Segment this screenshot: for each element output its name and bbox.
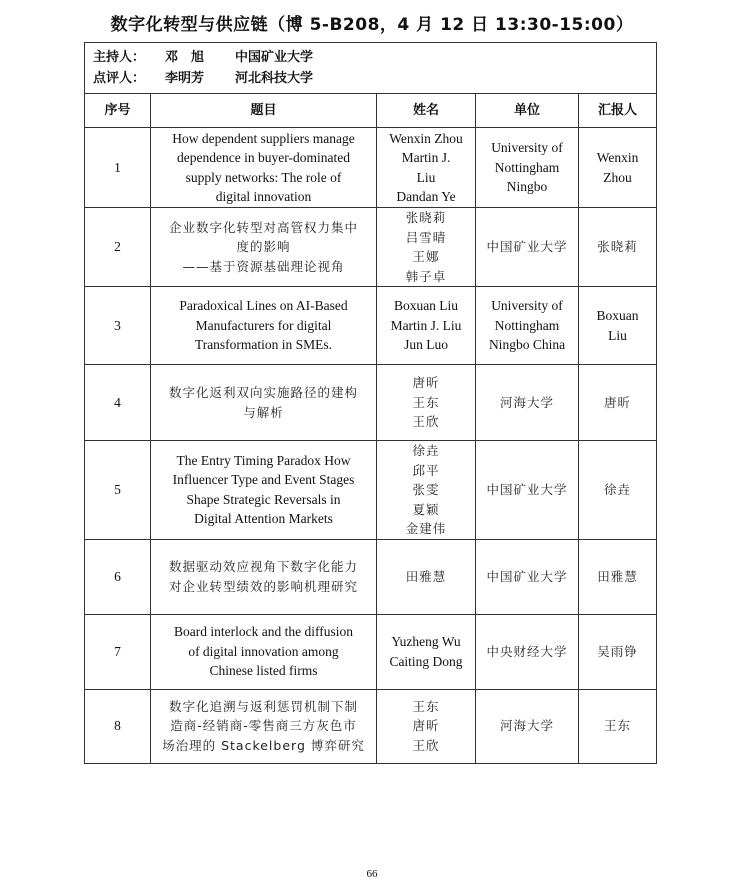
author-names-line: 夏颖 bbox=[412, 501, 440, 517]
affiliation bbox=[476, 365, 579, 441]
row-number: 7 bbox=[85, 614, 151, 689]
author-names bbox=[377, 614, 476, 689]
presenter bbox=[579, 365, 657, 441]
presenter-line: 徐垚 bbox=[604, 482, 632, 497]
author-names bbox=[377, 128, 476, 208]
table-row bbox=[85, 208, 657, 287]
host-label: 主持人： bbox=[93, 50, 146, 65]
author-names-line: Martin J. bbox=[401, 150, 451, 165]
author-names bbox=[377, 441, 476, 540]
paper-title-line: Board interlock and the diffusion bbox=[174, 624, 353, 640]
affiliation-line: 河海大学 bbox=[499, 394, 554, 410]
presenter bbox=[579, 287, 657, 365]
presenter bbox=[579, 539, 657, 614]
author-names-line: Jun Luo bbox=[404, 337, 448, 353]
author-names-line: Boxuan Liu bbox=[393, 298, 459, 314]
author-names-line: 王东 bbox=[412, 394, 440, 410]
paper-title bbox=[151, 287, 377, 365]
author-names-line: 邱平 bbox=[412, 462, 440, 478]
author-names-line: 吕雪晴 bbox=[405, 229, 447, 245]
affiliation-line: Ningbo China bbox=[488, 337, 566, 353]
paper-title-line: 度的影响 bbox=[236, 239, 291, 255]
row-number: 2 bbox=[85, 208, 151, 287]
header-no: 序号 bbox=[85, 94, 151, 128]
paper-title-line: Transformation in SMEs. bbox=[194, 337, 333, 353]
paper-title-line: 与解析 bbox=[243, 404, 284, 420]
affiliation bbox=[476, 128, 579, 208]
presenter bbox=[579, 614, 657, 689]
header-presenter: 汇报人 bbox=[579, 94, 657, 128]
paper-title-line: digital innovation bbox=[215, 189, 312, 204]
presenter-line: 吴雨铮 bbox=[597, 643, 638, 659]
row-number: 1 bbox=[85, 128, 151, 208]
paper-title-line: The Entry Timing Paradox How bbox=[176, 452, 351, 468]
presenter-line: Wenxin bbox=[596, 150, 639, 165]
paper-title-line: Influencer Type and Event Stages bbox=[172, 472, 355, 488]
author-names bbox=[377, 287, 476, 365]
affiliation-line: Nottingham bbox=[494, 159, 560, 175]
presenter-line: 田雅慧 bbox=[597, 568, 638, 584]
paper-title bbox=[151, 689, 377, 763]
paper-title-line: 数字化追溯与返利惩罚机制下制 bbox=[168, 698, 358, 714]
paper-title-line: 企业数字化转型对高管权力集中 bbox=[168, 219, 358, 235]
table-row bbox=[85, 539, 657, 614]
affiliation-line: 中国矿业大学 bbox=[486, 239, 568, 255]
header-org: 单位 bbox=[476, 94, 579, 128]
paper-title bbox=[151, 128, 377, 208]
affiliation-line: 中国矿业大学 bbox=[486, 568, 568, 584]
paper-title-line: 场治理的 Stackelberg 博弈研究 bbox=[162, 737, 365, 753]
reviewer-name: 李明芳 bbox=[165, 71, 205, 86]
paper-title bbox=[151, 441, 377, 540]
paper-title-line: Digital Attention Markets bbox=[194, 511, 333, 527]
presenter-line: 王东 bbox=[604, 718, 632, 734]
reviewer-line bbox=[93, 68, 648, 89]
row-number: 5 bbox=[85, 441, 151, 540]
author-names-line: 金建伟 bbox=[405, 521, 447, 536]
affiliation-line: Ningbo bbox=[506, 179, 548, 195]
presenter-line: Zhou bbox=[603, 169, 632, 185]
affiliation-line: University of bbox=[491, 140, 563, 156]
row-number: 4 bbox=[85, 365, 151, 441]
presenter bbox=[579, 208, 657, 287]
paper-title bbox=[151, 365, 377, 441]
affiliation-line: University of bbox=[491, 298, 563, 314]
paper-title bbox=[151, 208, 377, 287]
presenter bbox=[579, 689, 657, 763]
paper-title-line: Shape Strategic Reversals in bbox=[186, 491, 341, 507]
table-row bbox=[85, 128, 657, 208]
page-number: 66 bbox=[366, 868, 378, 880]
affiliation-line: Nottingham bbox=[494, 317, 560, 333]
session-title: 数字化转型与供应链（博 5-B208，4 月 12 日 13:30-15:00） bbox=[110, 15, 634, 35]
paper-title-line: Manufacturers for digital bbox=[195, 317, 332, 333]
affiliation bbox=[476, 614, 579, 689]
author-names-line: 王欣 bbox=[412, 737, 440, 753]
table-row bbox=[85, 689, 657, 763]
paper-title bbox=[151, 539, 377, 614]
host-org: 中国矿业大学 bbox=[235, 50, 314, 65]
affiliation-line: 中国矿业大学 bbox=[486, 482, 568, 497]
author-names-line: Wenxin Zhou bbox=[389, 130, 463, 146]
presenter bbox=[579, 128, 657, 208]
presenter-line: 唐昕 bbox=[604, 394, 632, 410]
author-names-line: Yuzheng Wu bbox=[391, 634, 461, 649]
paper-title-line: How dependent suppliers manage bbox=[172, 130, 355, 146]
presenter-line: 张晓莉 bbox=[597, 239, 638, 255]
reviewer-label: 点评人： bbox=[93, 71, 146, 86]
author-names-line: Caiting Dong bbox=[389, 653, 463, 669]
row-number: 3 bbox=[85, 287, 151, 365]
table-row bbox=[85, 287, 657, 365]
affiliation-line: 河海大学 bbox=[499, 718, 554, 734]
affiliation bbox=[476, 208, 579, 287]
paper-title-line: 数据驱动效应视角下数字化能力 bbox=[168, 559, 358, 574]
paper-title-line: Chinese listed firms bbox=[209, 663, 318, 679]
affiliation bbox=[476, 689, 579, 763]
author-names-line: 韩子卓 bbox=[405, 268, 447, 284]
author-names-line: Liu bbox=[416, 169, 436, 185]
paper-title-line: supply networks: The role of bbox=[185, 169, 342, 185]
author-names bbox=[377, 365, 476, 441]
author-names-line: 唐昕 bbox=[412, 375, 440, 391]
author-names-line: 张晓莉 bbox=[405, 210, 447, 225]
presenter-line: Boxuan bbox=[596, 308, 639, 323]
table-row bbox=[85, 614, 657, 689]
author-names-line: 张雯 bbox=[412, 482, 440, 497]
paper-title-line: dependence in buyer-dominated bbox=[177, 150, 350, 165]
row-number: 6 bbox=[85, 539, 151, 614]
author-names bbox=[377, 208, 476, 287]
session-table bbox=[84, 42, 657, 764]
table-row bbox=[85, 441, 657, 540]
chairs-row bbox=[85, 43, 657, 94]
paper-title-line: 数字化返利双向实施路径的建构 bbox=[168, 385, 358, 400]
row-number: 8 bbox=[85, 689, 151, 763]
author-names-line: 王娜 bbox=[412, 249, 440, 264]
author-names-line: 唐昕 bbox=[412, 718, 440, 734]
host-line bbox=[93, 47, 648, 68]
author-names-line: Dandan Ye bbox=[396, 189, 456, 204]
presenter bbox=[579, 441, 657, 540]
table-row bbox=[85, 365, 657, 441]
paper-title-line: Paradoxical Lines on AI-Based bbox=[179, 298, 348, 314]
header-row bbox=[85, 94, 657, 128]
affiliation bbox=[476, 539, 579, 614]
paper-title bbox=[151, 614, 377, 689]
presenter-line: Liu bbox=[608, 327, 627, 343]
author-names-line: 田雅慧 bbox=[405, 568, 447, 584]
paper-title-line: ——基于资源基础理论视角 bbox=[182, 258, 345, 274]
chairs-cell bbox=[85, 43, 657, 94]
host-name: 邓 旭 bbox=[165, 50, 205, 65]
author-names-line: 徐垚 bbox=[412, 443, 440, 458]
paper-title-line: 造商-经销商-零售商三方灰色市 bbox=[170, 718, 357, 734]
affiliation bbox=[476, 441, 579, 540]
affiliation bbox=[476, 287, 579, 365]
paper-title-line: of digital innovation among bbox=[188, 643, 339, 659]
reviewer-org: 河北科技大学 bbox=[235, 71, 314, 86]
author-names-line: Martin J. Liu bbox=[390, 317, 462, 333]
author-names bbox=[377, 689, 476, 763]
paper-title-line: 对企业转型绩效的影响机理研究 bbox=[168, 578, 358, 594]
affiliation-line: 中央财经大学 bbox=[486, 643, 568, 659]
author-names-line: 王东 bbox=[412, 698, 440, 714]
author-names-line: 王欣 bbox=[412, 414, 440, 430]
author-names bbox=[377, 539, 476, 614]
header-names: 姓名 bbox=[377, 94, 476, 128]
header-title: 题目 bbox=[151, 94, 377, 128]
